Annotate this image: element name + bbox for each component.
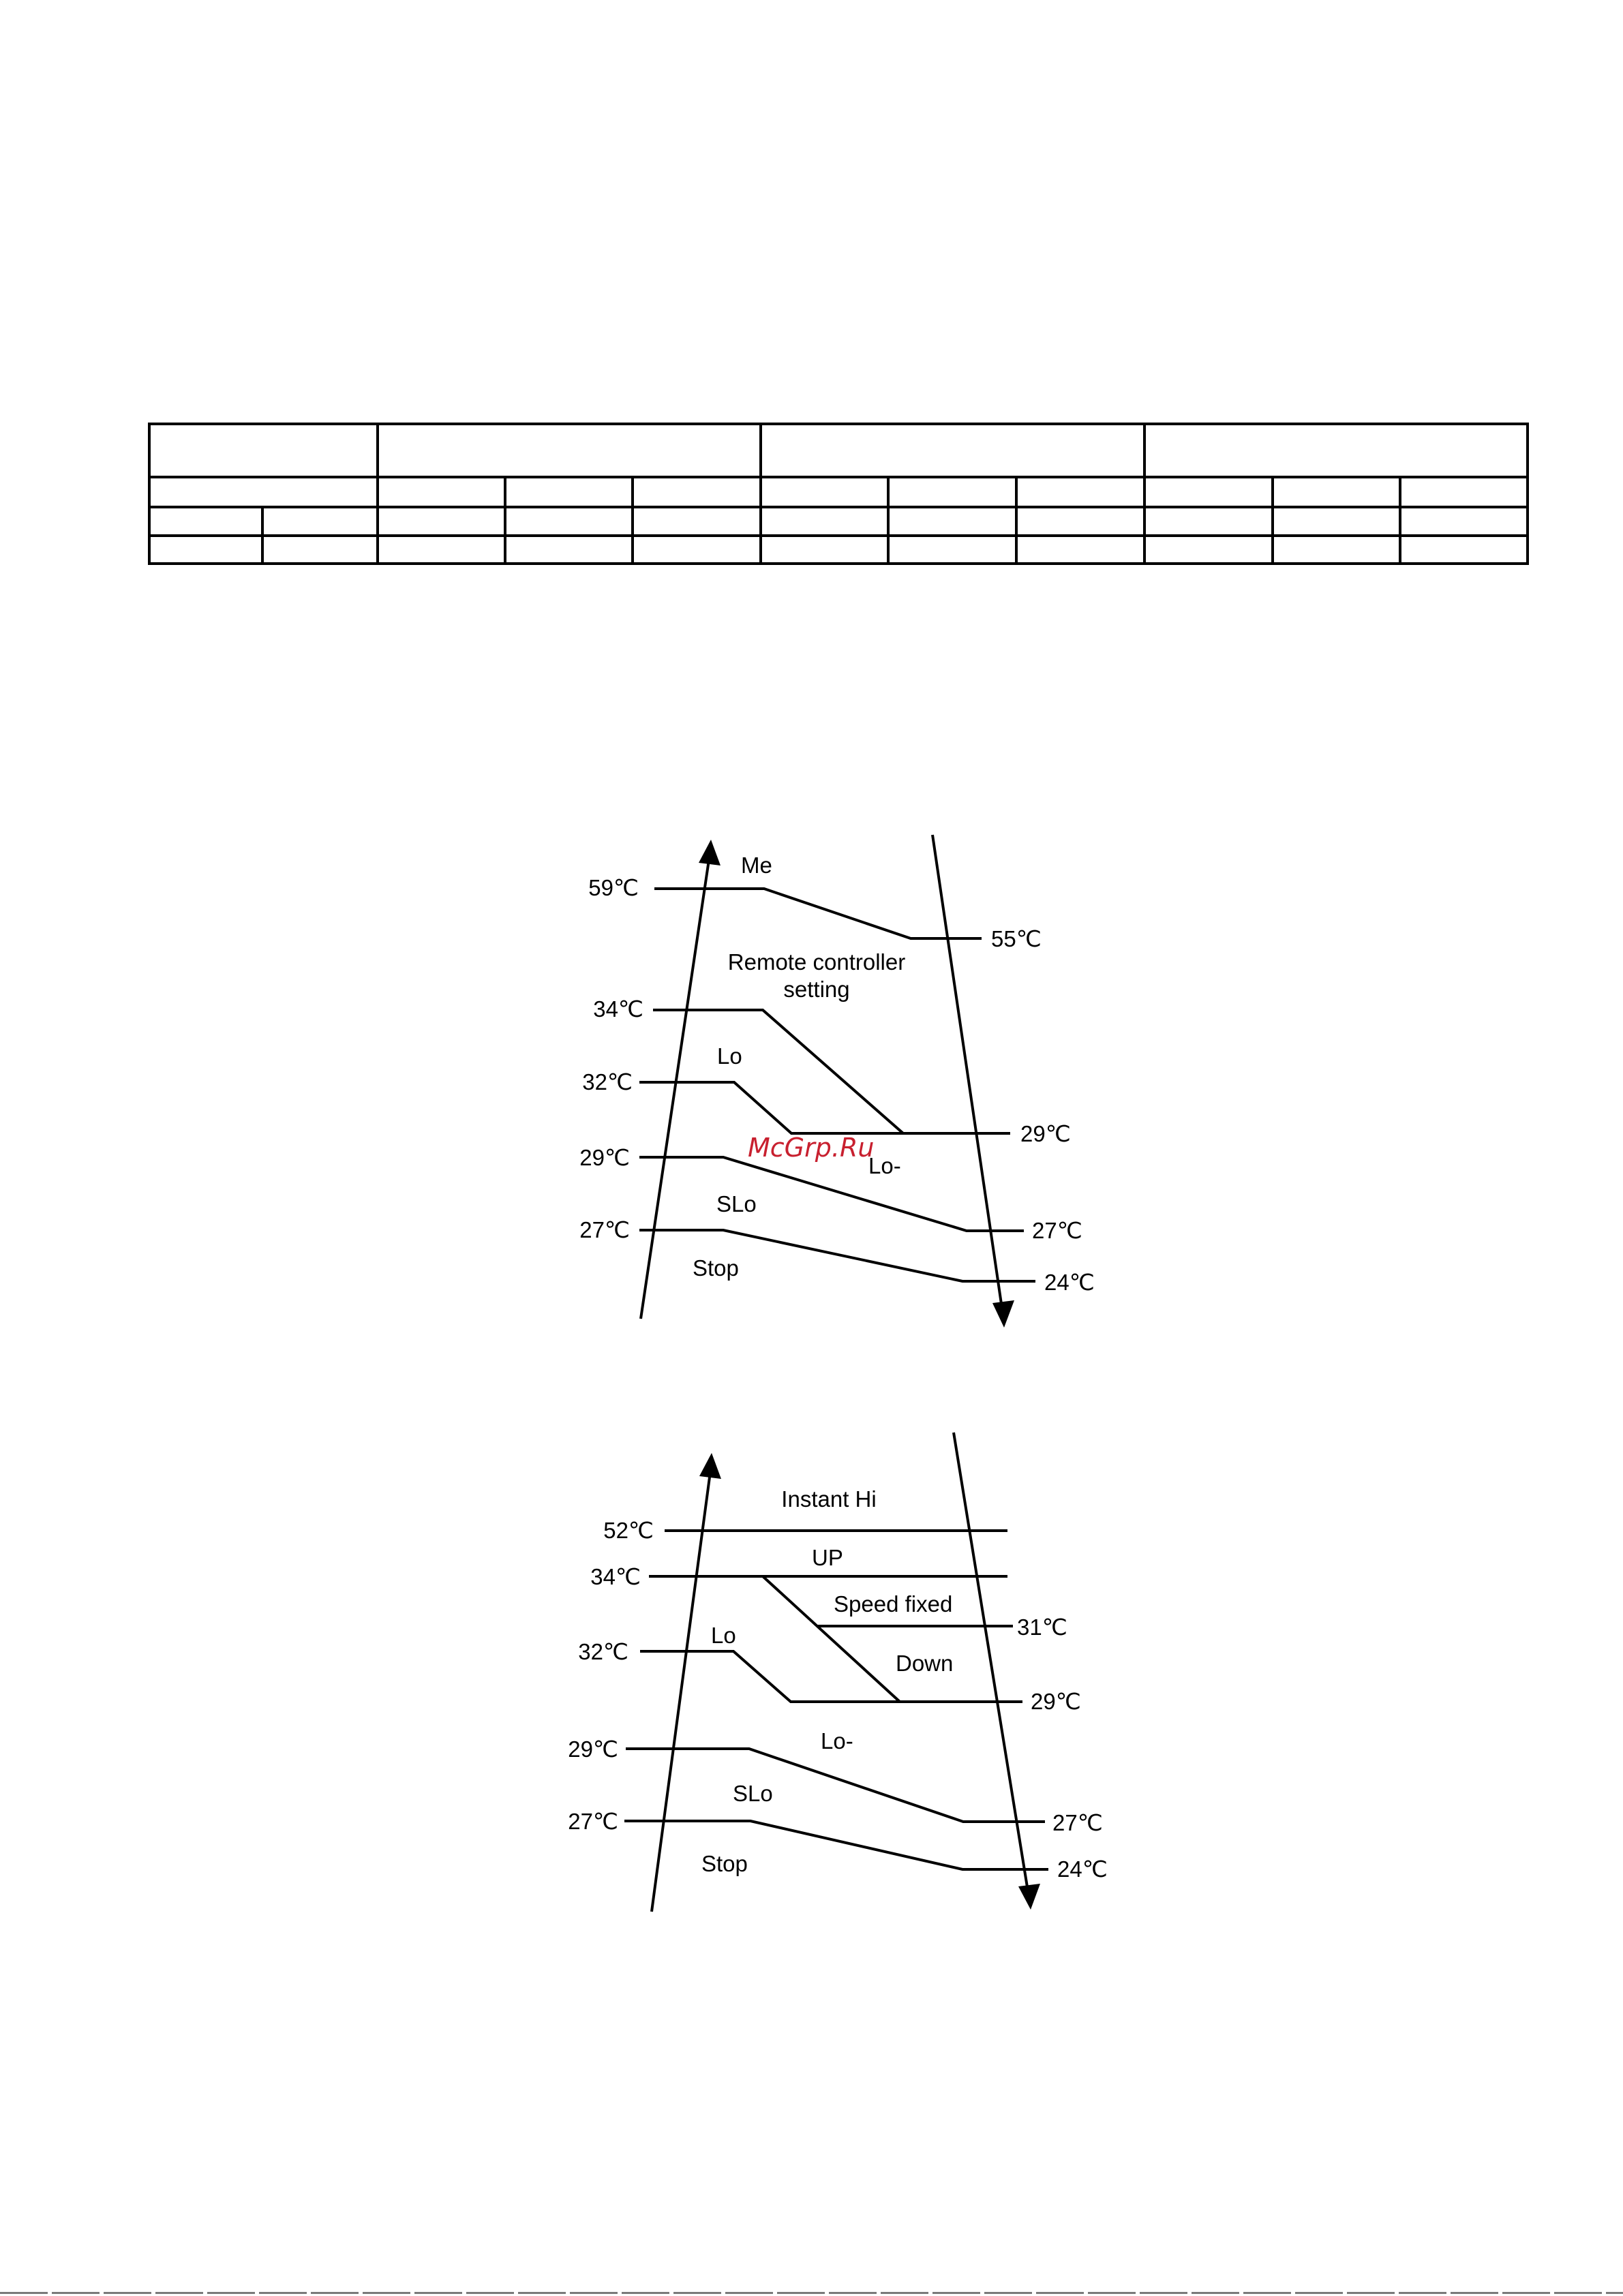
zone-label-speed-fixed: Speed fixed [834, 1591, 953, 1617]
zone-label-remote-setting: setting [783, 977, 850, 1002]
zone-label-lo: Lo [717, 1043, 742, 1069]
temp-label-left: 29℃ [579, 1145, 630, 1170]
temp-label-left: 32℃ [578, 1639, 628, 1664]
temp-label-left: 29℃ [568, 1736, 618, 1762]
rising-temp-arrow [641, 855, 710, 1319]
zone-label-lo-minus: Lo- [868, 1153, 901, 1178]
temp-label-right: 55℃ [991, 926, 1042, 951]
temp-label-left: 34℃ [593, 996, 643, 1022]
arrow-down-icon [1018, 1884, 1040, 1910]
temp-label-right: 24℃ [1057, 1856, 1108, 1882]
zone-label-instant-hi: Instant Hi [781, 1486, 877, 1512]
fan-speed-diagram-2 [0, 1418, 1623, 1922]
zone-label-up: UP [812, 1545, 843, 1570]
threshold-line-lo-minus [626, 1749, 1045, 1822]
threshold-line-lo-minus [639, 1157, 1024, 1231]
temp-label-left: 27℃ [568, 1809, 618, 1834]
temp-label-right: 29℃ [1031, 1689, 1081, 1714]
temp-label-left: 59℃ [588, 875, 639, 900]
zone-label-slo: SLo [716, 1191, 757, 1216]
threshold-line-remote [653, 1010, 903, 1133]
fan-speed-diagram-2-svg [0, 1418, 1623, 1935]
arrow-down-icon [992, 1300, 1014, 1328]
watermark-text: McGrp.Ru [748, 1133, 875, 1163]
zone-label-slo: SLo [733, 1781, 773, 1806]
threshold-line-lo [639, 1082, 1010, 1133]
temp-label-left: 27℃ [579, 1217, 630, 1242]
threshold-line-lo [640, 1651, 1022, 1702]
zone-label-down: Down [896, 1651, 954, 1676]
arrow-up-icon [699, 840, 721, 866]
zone-label-stop: Stop [701, 1851, 748, 1876]
zone-label-remote: Remote controller [727, 949, 906, 975]
falling-temp-arrow [932, 835, 1002, 1308]
temp-label-right: 24℃ [1044, 1270, 1095, 1295]
threshold-line-slo [624, 1821, 1048, 1869]
temp-label-left: 52℃ [603, 1518, 654, 1543]
temp-label-right: 29℃ [1020, 1121, 1071, 1146]
page-bottom-rule [0, 2292, 1623, 2294]
temp-label-right: 27℃ [1032, 1218, 1082, 1243]
empty-table [148, 423, 1529, 565]
rising-temp-arrow [652, 1472, 710, 1912]
temp-label-left: 34℃ [590, 1564, 641, 1589]
zone-label-lo-minus: Lo- [821, 1728, 853, 1754]
zone-label-me: Me [741, 853, 772, 878]
temp-label-right: 31℃ [1017, 1614, 1067, 1640]
table-grid [148, 423, 1529, 565]
arrow-up-icon [699, 1453, 721, 1479]
fan-speed-diagram-1 [0, 818, 1623, 1322]
zone-label-lo: Lo [711, 1623, 736, 1648]
watermark [748, 1133, 874, 1163]
fan-speed-diagram-1-svg [0, 818, 1623, 1336]
temp-label-left: 32℃ [582, 1069, 633, 1095]
temp-label-right: 27℃ [1052, 1810, 1103, 1835]
zone-label-stop: Stop [693, 1255, 739, 1281]
